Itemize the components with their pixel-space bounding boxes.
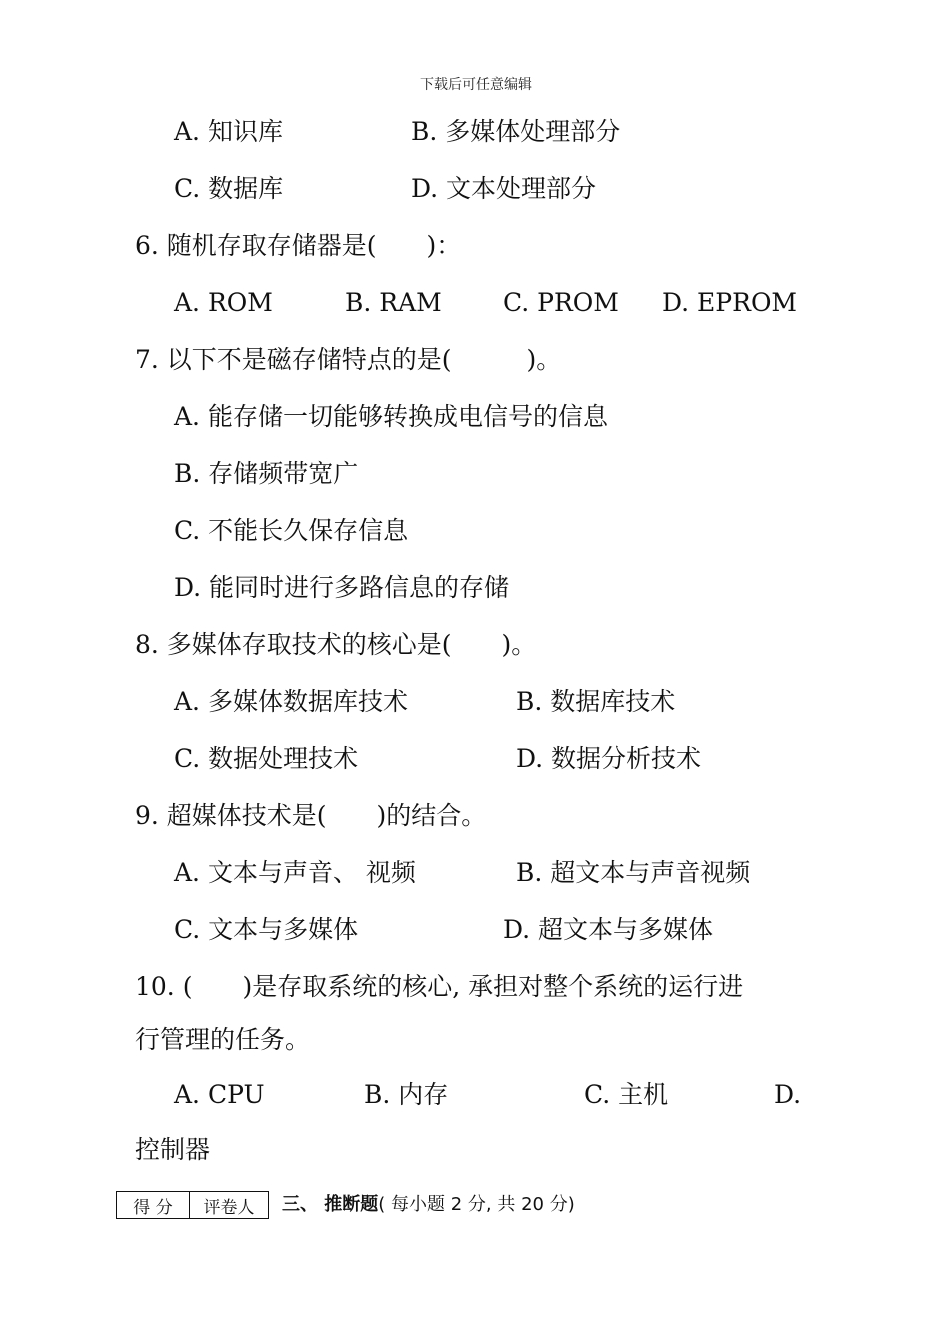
q8-option-a: A. 多媒体数据库技术: [174, 687, 408, 716]
q9-option-d: D. 超文本与多媒体: [503, 915, 714, 944]
q10-stem-line2: 行管理的任务。: [135, 1025, 311, 1054]
q9-option-a: A. 文本与声音、 视频: [174, 858, 416, 887]
section-title: 三、 推断题: [282, 1194, 379, 1215]
q8-option-d: D. 数据分析技术: [516, 744, 702, 773]
q8-stem: 8. 多媒体存取技术的核心是( )。: [135, 630, 537, 659]
q6-option-d: D. EPROM: [662, 288, 798, 317]
q10-option-a: A. CPU: [174, 1080, 265, 1109]
q10-option-d-label: D.: [774, 1080, 802, 1109]
q6-option-a: A. ROM: [174, 288, 273, 317]
q8-option-b: B. 数据库技术: [516, 687, 676, 716]
q9-stem: 9. 超媒体技术是( )的结合。: [135, 801, 487, 830]
page-header: 下载后可任意编辑: [420, 77, 532, 93]
q9-option-b: B. 超文本与声音视频: [516, 858, 751, 887]
q10-stem-line1: 10. ( )是存取系统的核心, 承担对整个系统的运行进: [135, 972, 744, 1001]
q5-option-c: C. 数据库: [174, 174, 284, 203]
q6-option-b: B. RAM: [345, 288, 442, 317]
q10-option-c: C. 主机: [584, 1080, 669, 1109]
q6-option-c: C. PROM: [503, 288, 619, 317]
q6-stem: 6. 随机存取存储器是( )：: [135, 231, 462, 260]
section-subtitle: ( 每小题 2 分, 共 20 分): [378, 1194, 575, 1215]
q9-option-c: C. 文本与多媒体: [174, 915, 359, 944]
grader-cell: 评卷人: [190, 1192, 269, 1219]
q10-option-b: B. 内存: [364, 1080, 449, 1109]
q5-option-a: A. 知识库: [174, 117, 283, 146]
section-heading: [282, 1196, 575, 1214]
q5-option-b: B. 多媒体处理部分: [411, 117, 621, 146]
q7-option-b: B. 存储频带宽广: [174, 459, 359, 488]
q10-option-d-text: 控制器: [135, 1135, 211, 1164]
q8-option-c: C. 数据处理技术: [174, 744, 359, 773]
q7-option-c: C. 不能长久保存信息: [174, 516, 409, 545]
q7-option-d: D. 能同时进行多路信息的存储: [174, 573, 510, 602]
q7-option-a: A. 能存储一切能够转换成电信号的信息: [174, 402, 608, 431]
score-cell: 得 分: [117, 1192, 190, 1219]
q7-stem: 7. 以下不是磁存储特点的是( )。: [135, 345, 562, 374]
score-table: [116, 1191, 269, 1219]
q5-option-d: D. 文本处理部分: [411, 174, 597, 203]
